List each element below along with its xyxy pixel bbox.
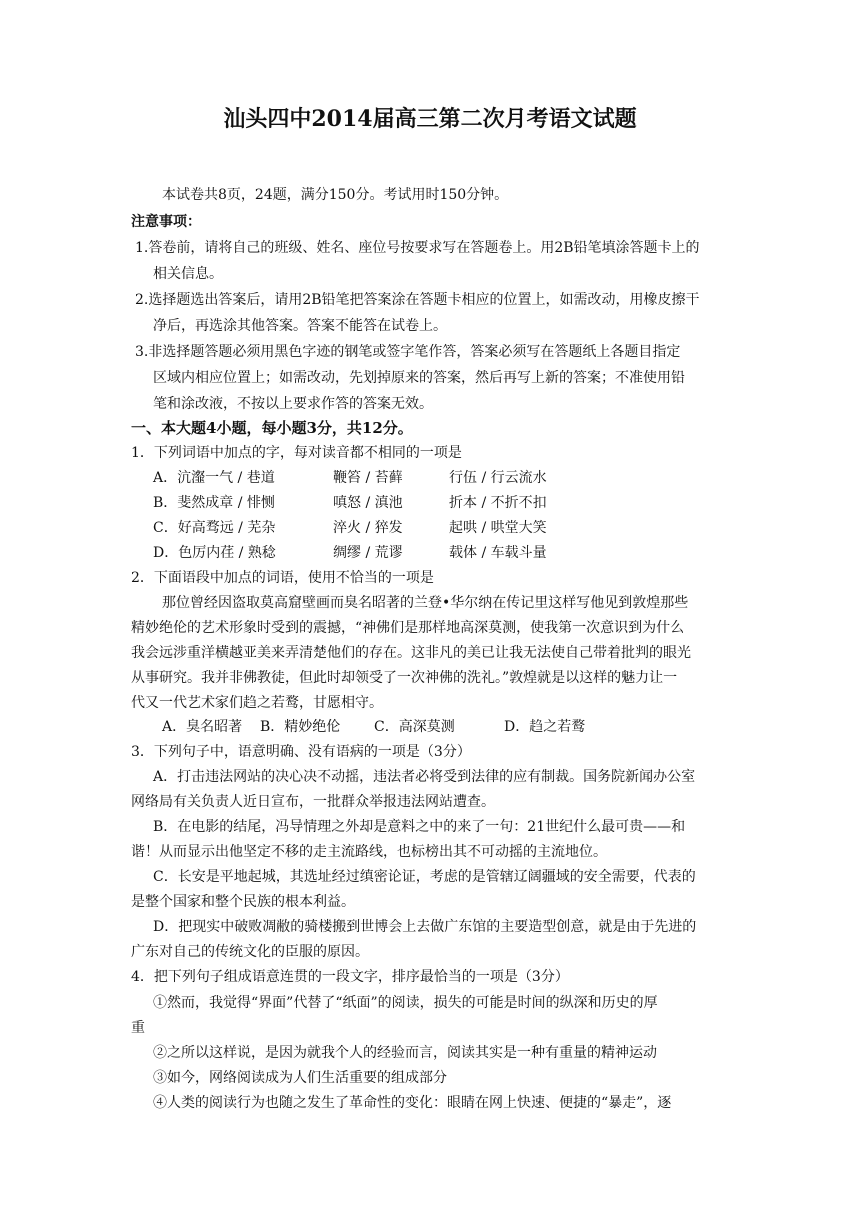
q1-option-c-col3: 起哄 / 哄堂大笑 (449, 520, 547, 536)
q2-option-d: D．趋之若鹜 (504, 719, 586, 735)
q3-stem: 3．下列句子中，语意明确、没有语病的一项是（3分） (131, 744, 471, 760)
q2-option-a: A．臭名昭著 (162, 719, 243, 735)
q4-line-3: ②之所以这样说，是因为就我个人的经验而言，阅读其实是一种有重量的精神运动 (153, 1045, 657, 1061)
q3-line-3: B．在电影的结尾，冯导情理之外却是意料之中的来了一句：21世纪什么最可贵——和 (153, 819, 686, 835)
q2-para-line-5: 代又一代艺术家们趋之若鹜，甘愿相守。 (131, 695, 383, 711)
q3-line-8: 广东对自己的传统文化的臣服的原因。 (131, 944, 369, 960)
q4-stem: 4．把下列句子组成语意连贯的一段文字，排序最恰当的一项是（3分） (131, 969, 569, 985)
q3-line-1: A．打击违法网站的决心决不动摇，违法者必将受到法律的应有制裁。国务院新闻办公室 (153, 769, 696, 785)
q2-option-b: B．精妙绝伦 (260, 719, 341, 735)
q1-option-d-col3: 载体 / 车载斗量 (449, 545, 547, 561)
q4-line-2: 重 (131, 1020, 145, 1036)
q1-option-a-col3: 行伍 / 行云流水 (449, 470, 547, 486)
notice-item-3-line-2: 区域内相应位置上；如需改动，先划掉原来的答案，然后再写上新的答案；不准使用铅 (153, 370, 685, 386)
q1-stem: 1．下列词语中加点的字，每对读音都不相同的一项是 (131, 445, 462, 461)
notice-item-3-line-1: 3.非选择题答题必须用黑色字迹的钢笔或签字笔作答，答案必须写在答题纸上各题目指定 (135, 344, 681, 360)
q1-option-c-col2: 淬火 / 猝发 (333, 520, 403, 536)
page-title: 汕头四中2014届高三第二次月考语文试题 (223, 106, 637, 132)
notice-item-1-line-1: 1.答卷前，请将自己的班级、姓名、座位号按要求写在答题卷上。用2B铅笔填涂答题卡上的 (135, 240, 700, 256)
q3-line-2: 网络局有关负责人近日宣布，一批群众举报违法网站遭查。 (131, 794, 495, 810)
q2-option-c: C．高深莫测 (374, 719, 455, 735)
q4-line-1: ①然而，我觉得“界面”代替了“纸面”的阅读，损失的可能是时间的纵深和历史的厚 (153, 995, 658, 1011)
q3-line-7: D．把现实中破败凋敝的骑楼搬到世博会上去做广东馆的主要造型创意，就是由于先进的 (153, 919, 697, 935)
section-heading: 一、本大题4小题，每小题3分，共12分。 (131, 419, 413, 437)
q2-para-line-2: 精妙绝伦的艺术形象时受到的震撼，“神佛们是那样地高深莫测，使我第一次意识到为什么 (131, 620, 685, 636)
q4-line-5: ④人类的阅读行为也随之发生了革命性的变化：眼睛在网上快速、便捷的“暴走”，逐 (153, 1095, 672, 1111)
notice-item-2-line-1: 2.选择题选出答案后，请用2B铅笔把答案涂在答题卡相应的位置上，如需改动，用橡皮擦干 (135, 292, 700, 308)
q1-option-b-col1: B．斐然成章 / 悱恻 (153, 495, 275, 511)
q2-para-line-3: 我会远涉重洋横越亚美来弄清楚他们的存在。这非凡的美已让我无法使自己带着批判的眼光 (131, 645, 691, 661)
q4-line-4: ③如今，网络阅读成为人们生活重要的组成部分 (153, 1070, 447, 1086)
q2-para-line-1: 那位曾经因盗取莫高窟壁画而臭名昭著的兰登•华尔纳在传记里这样写他见到敦煌那些 (162, 595, 689, 611)
q1-option-b-col3: 折本 / 不折不扣 (449, 495, 547, 511)
notice-item-2-line-2: 净后，再选涂其他答案。答案不能答在试卷上。 (153, 318, 447, 334)
q2-stem: 2．下面语段中加点的词语，使用不恰当的一项是 (131, 570, 434, 586)
q3-line-6: 是整个国家和整个民族的根本利益。 (131, 894, 355, 910)
q1-option-a-col1: A．沆瀣一气 / 巷道 (153, 470, 275, 486)
q3-line-4: 谐！从而显示出他坚定不移的走主流路线，也标榜出其不可动摇的主流地位。 (131, 844, 607, 860)
q1-option-d-col2: 绸缪 / 荒谬 (333, 545, 403, 561)
q1-option-c-col1: C．好高骛远 / 芜杂 (153, 520, 276, 536)
q2-para-line-4: 从事研究。我并非佛教徒，但此时却领受了一次神佛的洗礼。”敦煌就是以这样的魅力让一 (131, 670, 678, 686)
q1-option-b-col2: 嗔怒 / 滇池 (333, 495, 403, 511)
exam-intro: 本试卷共8页，24题，满分150分。考试用时150分钟。 (162, 187, 509, 203)
q1-option-a-col2: 鞭笞 / 苔藓 (333, 470, 403, 486)
notice-heading: 注意事项： (131, 214, 201, 230)
notice-item-3-line-3: 笔和涂改液，不按以上要求作答的答案无效。 (153, 396, 433, 412)
q3-line-5: C．长安是平地起城，其选址经过缜密论证，考虑的是管辖辽阔疆域的安全需要，代表的 (153, 869, 696, 885)
q1-option-d-col1: D．色厉内荏 / 熟稔 (153, 545, 276, 561)
notice-item-1-line-2: 相关信息。 (153, 266, 223, 282)
